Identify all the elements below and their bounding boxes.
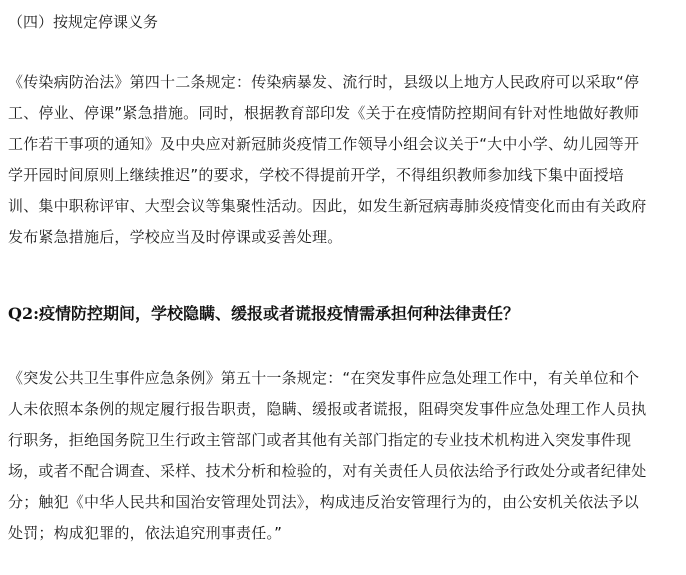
paragraph-line: 工作若干事项的通知》及中央应对新冠肺炎疫情工作领导小组会议关于“大中小学、幼儿园等开 [8,135,640,153]
paragraph-line: 发布紧急措施后，学校应当及时停课或妥善处理。 [8,228,343,246]
paragraph-line: 场，或者不配合调查、采样、技术分析和检验的，对有关责任人员依法给予行政处分或者纪律处 [8,462,647,480]
paragraph-line: 训、集中职称评审、大型会议等集聚性活动。因此，如发生新冠病毒肺炎疫情变化而由有关政府 [8,197,647,215]
paragraph-line: 分；触犯《中华人民共和国治安管理处罚法》，构成违反治安管理行为的，由公安机关依法予以 [8,493,639,511]
paragraph-line: 《突发公共卫生事件应急条例》第五十一条规定：“在突发事件应急处理工作中，有关单位和个 [8,369,640,387]
paragraph-line: 工、停业、停课”紧急措施。同时，根据教育部印发《关于在疫情防控期间有针对性地做好教师 [8,104,640,122]
paragraph-line: 人未依照本条例的规定履行报告职责，隐瞒、缓报或者谎报，阻碍突发事件应急处理工作人员执 [8,400,647,418]
paragraph-line: 行职务，拒绝国务院卫生行政主管部门或者其他有关部门指定的专业技术机构进入突发事件现 [8,431,632,449]
section-subheading: （四）按规定停课义务 [8,13,159,31]
paragraph-emergency-regulation [8,363,678,549]
paragraph-line: 学开园时间原则上继续推迟”的要求，学校不得提前开学，不得组织教师参加线下集中面授培 [8,166,624,184]
question-heading: Q2:疫情防控期间，学校隐瞒、缓报或者谎报疫情需承担何种法律责任？ [8,304,519,323]
paragraph-line: 《传染病防治法》第四十二条规定：传染病暴发、流行时，县级以上地方人民政府可以采取“停 [8,73,640,91]
paragraph-epidemic-law [8,67,678,253]
paragraph-line: 处罚；构成犯罪的，依法追究刑事责任。” [8,524,283,542]
